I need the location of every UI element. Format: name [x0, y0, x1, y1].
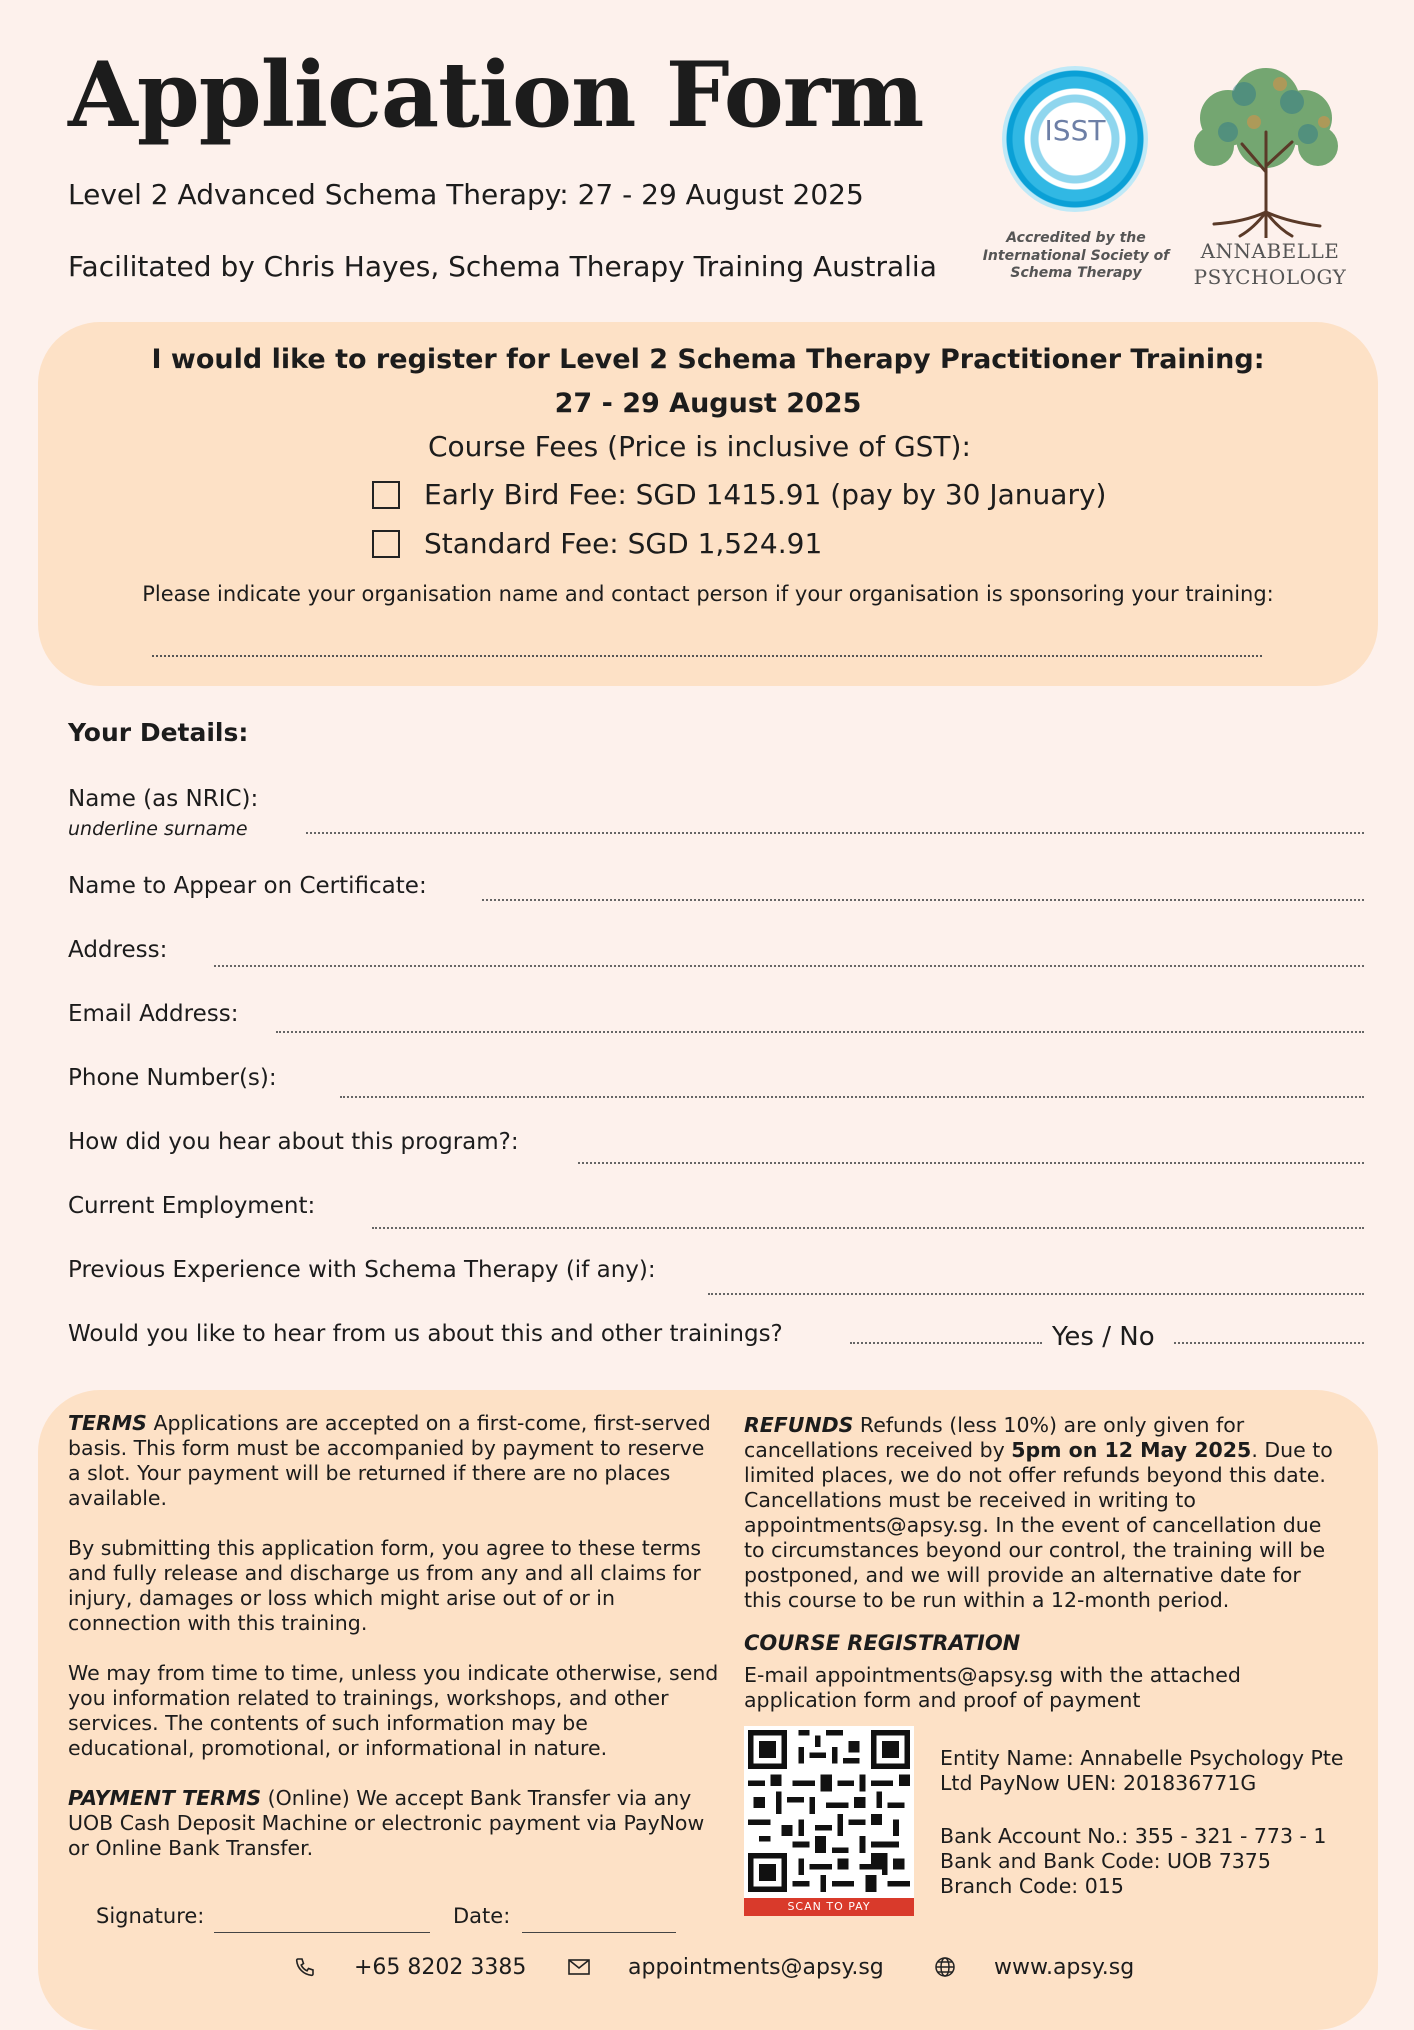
- annabelle-psychology-logo-text: [1176, 238, 1364, 290]
- isst-accreditation-line: International Society of: [982, 247, 1170, 264]
- website-url: www.apsy.sg: [994, 1954, 1135, 1980]
- page-title: Application Form: [68, 42, 924, 148]
- logo-line: PSYCHOLOGY: [1193, 265, 1347, 289]
- name-note: underline surname: [68, 818, 248, 840]
- experience-field[interactable]: [708, 1293, 1364, 1295]
- facilitator-line: Facilitated by Chris Hayes, Schema Therapy Training Australia: [68, 250, 937, 283]
- refunds-heading: REFUNDS: [744, 1413, 854, 1437]
- isst-logo-label: ISST: [1044, 114, 1106, 147]
- registration-heading-line: I would like to register for Level 2 Schema Therapy Practitioner Training:: [151, 344, 1265, 375]
- agreement-paragraph: By submitting this application form, you agree to these terms and fully release and discharge us from any and all claims for injury, damages or loss which might arise out of or in connection with this training.: [68, 1536, 702, 1635]
- signature-label: Signature:: [96, 1904, 205, 1928]
- newsletter-question: Would you like to hear from us about this and other trainings?: [68, 1321, 783, 1347]
- isst-accreditation: [982, 230, 1170, 283]
- entity-name: Entity Name: Annabelle Psychology Pte Ltd PayNow UEN: 201836771G: [940, 1746, 1344, 1795]
- terms-right-column: [744, 1413, 1344, 1638]
- terms-left-column: [68, 1411, 720, 1886]
- signature-field[interactable]: [214, 1932, 430, 1933]
- payment-terms-paragraph: [68, 1786, 720, 1861]
- refunds-paragraph: [744, 1413, 1344, 1613]
- referral-source-field[interactable]: [578, 1162, 1364, 1164]
- course-registration-heading: COURSE REGISTRATION: [744, 1631, 1021, 1655]
- payment-terms-text: (Online) We accept Bank Transfer via any UOB Cash Deposit Machine or electronic payment via PayNow or Online Bank Transfer.: [68, 1786, 705, 1860]
- employment-field[interactable]: [372, 1227, 1364, 1229]
- registration-heading-date: 27 - 29 August 2025: [554, 388, 862, 419]
- isst-accreditation-line: Schema Therapy: [1010, 265, 1142, 281]
- fees-title: Course Fees (Price is inclusive of GST):: [428, 430, 971, 463]
- refunds-text: Refunds (less 10%) are only given for cancellations received by: [744, 1413, 1245, 1462]
- phone-number: +65 8202 3385: [354, 1954, 527, 1980]
- yes-no-option[interactable]: Yes / No: [1052, 1322, 1155, 1352]
- logo-line: ANNABELLE: [1200, 239, 1340, 263]
- terms-text: Applications are accepted on a first-come, first-served basis. This form must be accompanied by payment to reserve a slot. Your payment will be returned if there are no places available.: [68, 1411, 711, 1510]
- phone-label: Phone Number(s):: [68, 1065, 277, 1091]
- address-field[interactable]: [214, 965, 1364, 967]
- standard-fee-checkbox[interactable]: [372, 530, 400, 558]
- date-label: Date:: [453, 1904, 511, 1928]
- phone-icon: [292, 1954, 318, 1980]
- newsletter-line-left[interactable]: [850, 1342, 1042, 1344]
- tree-logo-icon: [1184, 62, 1348, 238]
- experience-label: Previous Experience with Schema Therapy (if any):: [68, 1257, 656, 1283]
- footer-phone[interactable]: [292, 1954, 526, 1980]
- branch-code: Branch Code: 015: [940, 1874, 1124, 1898]
- refund-deadline: 5pm on 12 May 2025: [1011, 1438, 1252, 1462]
- qr-code-icon: [748, 1730, 910, 1892]
- newsletter-line-right[interactable]: [1174, 1342, 1364, 1344]
- refunds-text: . Due to limited places, we do not offer refunds beyond this date. Cancellations must be received in writing to appointments@apsy.sg. In the event of cancellation due to circumstances beyond our control, the training will be postponed, and we will provide an alternative date for this course to be run within a 12-month period.: [744, 1438, 1333, 1612]
- fee-option-standard[interactable]: [372, 527, 822, 560]
- details-title: Your Details:: [68, 718, 249, 747]
- isst-accreditation-line: Accredited by the: [1006, 230, 1146, 246]
- footer-website[interactable]: [932, 1954, 1134, 1980]
- name-nric-field[interactable]: [306, 832, 1364, 834]
- mail-icon: [566, 1954, 592, 1980]
- registration-heading: [38, 338, 1378, 426]
- email-label: Email Address:: [68, 1001, 239, 1027]
- qr-caption: SCAN TO PAY: [744, 1898, 914, 1916]
- terms-paragraph: [68, 1411, 720, 1511]
- bank-code: Bank and Bank Code: UOB 7375: [940, 1849, 1271, 1873]
- email-address: appointments@apsy.sg: [628, 1954, 884, 1980]
- paynow-qr-code[interactable]: [744, 1726, 914, 1916]
- footer-email[interactable]: [566, 1954, 884, 1980]
- fee-option-early-bird[interactable]: [372, 478, 1106, 511]
- referral-source-label: How did you hear about this program?:: [68, 1129, 519, 1155]
- sponsor-input-line[interactable]: [152, 655, 1262, 657]
- terms-heading: TERMS: [68, 1411, 147, 1435]
- bank-account-number: Bank Account No.: 355 - 321 - 773 - 1: [940, 1824, 1327, 1848]
- payment-details: [940, 1746, 1346, 1899]
- globe-icon: [932, 1954, 958, 1980]
- address-label: Address:: [68, 937, 168, 963]
- payment-terms-heading: PAYMENT TERMS: [68, 1786, 262, 1810]
- email-field[interactable]: [276, 1031, 1364, 1033]
- fee-option-label: Standard Fee: SGD 1,524.91: [424, 527, 823, 560]
- phone-field[interactable]: [340, 1096, 1364, 1098]
- date-field[interactable]: [522, 1932, 676, 1933]
- fee-option-label: Early Bird Fee: SGD 1415.91 (pay by 30 January): [424, 478, 1107, 511]
- sponsor-prompt: Please indicate your organisation name and contact person if your organisation is sponsoring your training:: [142, 582, 1274, 606]
- employment-label: Current Employment:: [68, 1193, 316, 1219]
- certificate-name-field[interactable]: [482, 899, 1364, 901]
- name-nric-label: Name (as NRIC):: [68, 786, 259, 812]
- early-bird-checkbox[interactable]: [372, 481, 400, 509]
- course-registration-text: E-mail appointments@apsy.sg with the attached application form and proof of payment: [744, 1663, 1241, 1712]
- information-paragraph: We may from time to time, unless you indicate otherwise, send you information related to trainings, workshops, and other services. The contents of such information may be educational, promotional, or informational in nature.: [68, 1661, 719, 1760]
- certificate-name-label: Name to Appear on Certificate:: [68, 873, 427, 899]
- course-subtitle: Level 2 Advanced Schema Therapy: 27 - 29 August 2025: [68, 178, 864, 211]
